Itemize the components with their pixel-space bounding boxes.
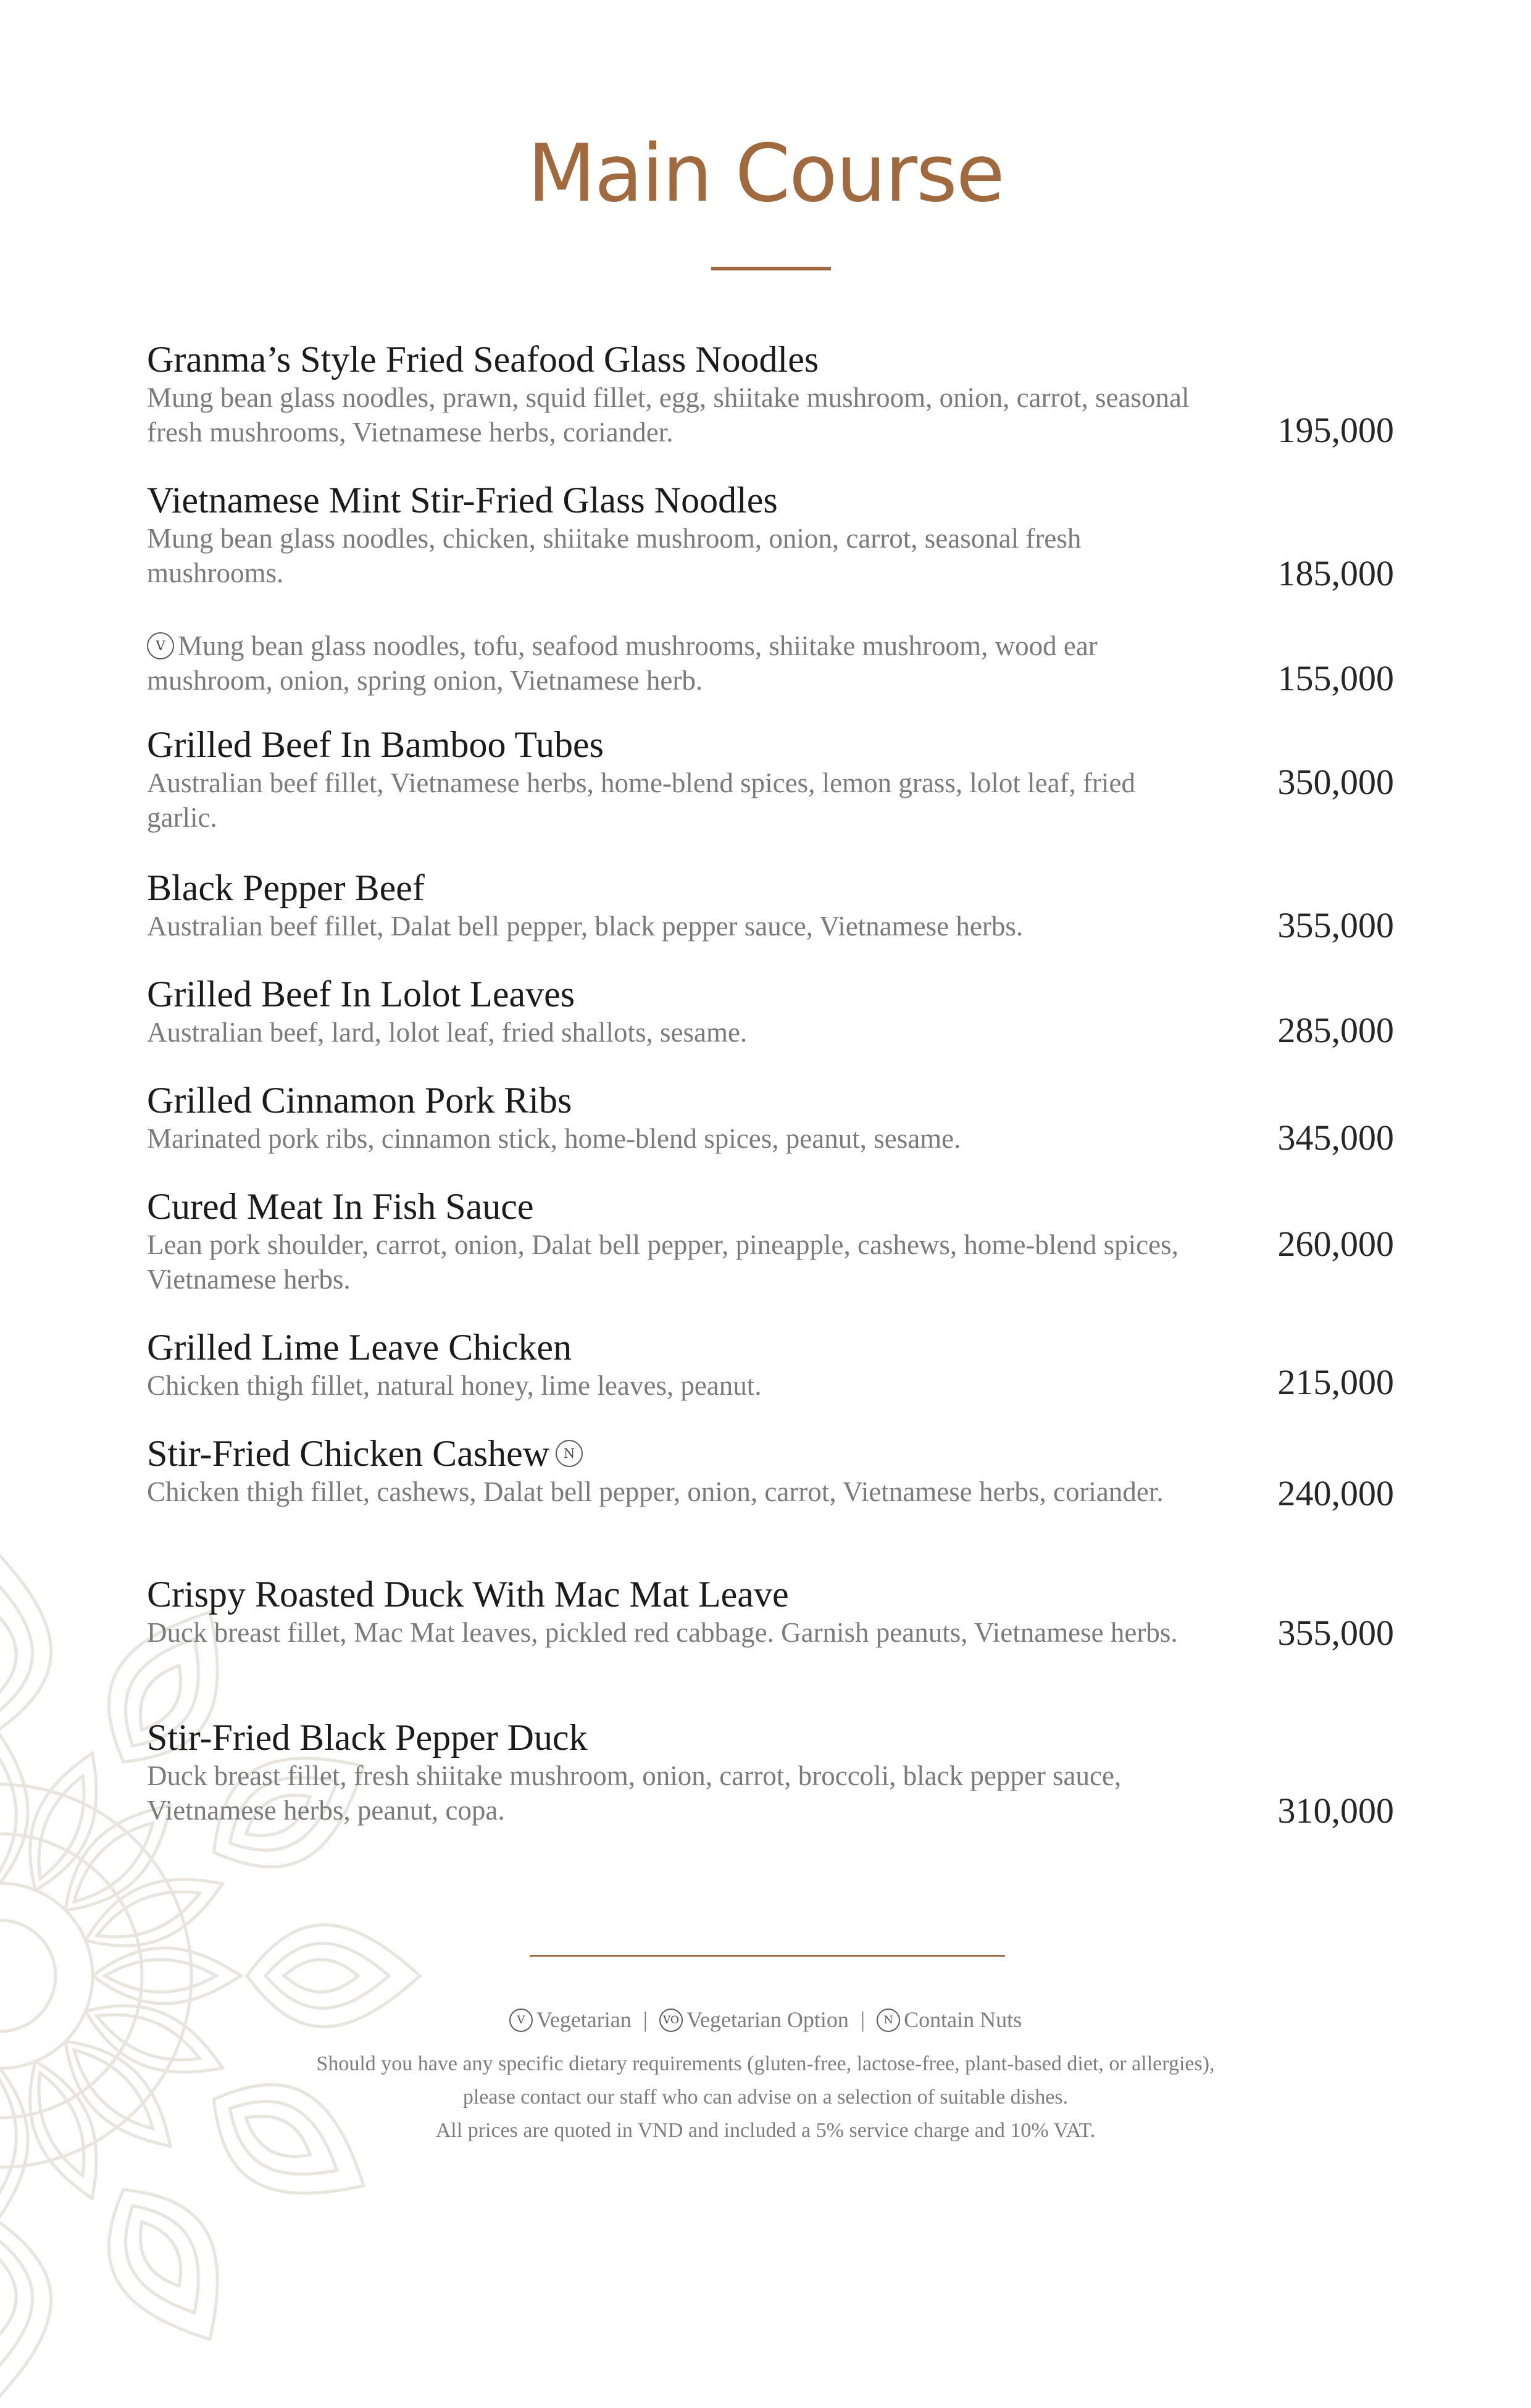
- menu-item: [147, 724, 1394, 835]
- item-name: Stir-Fried Black Pepper Duck: [147, 1717, 588, 1758]
- dietary-note-line-1: Should you have any specific dietary requirements (gluten-free, lactose-free, plant-based diet, or allergies),: [316, 2052, 1215, 2075]
- item-description: Chicken thigh fillet, cashews, Dalat bell pepper, onion, carrot, Vietnamese herbs, coriander.: [147, 1476, 1164, 1507]
- item-name-text: Stir-Fried Chicken Cashew: [147, 1433, 550, 1474]
- item-name: Cured Meat In Fish Sauce: [147, 1186, 534, 1227]
- menu-item: [147, 338, 1394, 449]
- item-price: 355,000: [1277, 1613, 1394, 1653]
- legend-contains-nuts-label: Contain Nuts: [904, 2007, 1022, 2032]
- menu-item: [147, 867, 1394, 943]
- legend-separator: |: [860, 2007, 866, 2032]
- contains-nuts-icon: N: [556, 1440, 583, 1467]
- item-price: 260,000: [1277, 1224, 1394, 1264]
- menu-item: [147, 1079, 1394, 1156]
- dietary-note-line-2: please contact our staff who can advise on a selection of suitable dishes.: [462, 2086, 1069, 2109]
- legend-vegetarian-option-label: Vegetarian Option: [686, 2007, 849, 2032]
- mandala-ornament: [0, 1544, 432, 2408]
- item-description-text: Mung bean glass noodles, tofu, seafood mushrooms, shiitake mushroom, wood ear mushroom, onion, spring onion, Vietnamese herb.: [147, 630, 1098, 696]
- item-name: Grilled Beef In Lolot Leaves: [147, 974, 575, 1014]
- title-divider: [711, 267, 831, 270]
- vegetarian-option-icon: VO: [659, 2009, 683, 2032]
- item-description: Australian beef fillet, Dalat bell pepper, black pepper sauce, Vietnamese herbs.: [147, 911, 1024, 942]
- menu-item: [147, 1432, 1394, 1513]
- item-price: 285,000: [1277, 1010, 1394, 1050]
- item-price: 350,000: [1277, 762, 1394, 802]
- dietary-legend: [0, 2007, 1531, 2034]
- menu-item: [147, 1573, 1394, 1653]
- menu-item: [147, 1185, 1394, 1297]
- item-name: Grilled Cinnamon Pork Ribs: [147, 1080, 572, 1121]
- item-name: Vietnamese Mint Stir-Fried Glass Noodles: [147, 480, 778, 520]
- item-price: 195,000: [1277, 410, 1394, 450]
- menu-item: [147, 479, 1394, 593]
- item-price: 355,000: [1277, 905, 1394, 945]
- item-name: Black Pepper Beef: [147, 867, 425, 908]
- item-name: Granma’s Style Fried Seafood Glass Noodles: [147, 339, 819, 380]
- item-description: Australian beef fillet, Vietnamese herbs, home-blend spices, lemon grass, lolot leaf, fried garlic.: [147, 767, 1135, 833]
- item-name: [147, 1432, 1394, 1474]
- item-name: Crispy Roasted Duck With Mac Mat Leave: [147, 1574, 789, 1615]
- menu-item: [147, 1326, 1394, 1403]
- item-name: Grilled Lime Leave Chicken: [147, 1327, 572, 1368]
- item-price: 185,000: [1277, 553, 1394, 593]
- item-description: Marinated pork ribs, cinnamon stick, home-blend spices, peanut, sesame.: [147, 1123, 961, 1154]
- item-description: Duck breast fillet, fresh shiitake mushroom, onion, carrot, broccoli, black pepper sauce, Vietnamese herbs, peanut, copa.: [147, 1760, 1122, 1826]
- item-description: Australian beef, lard, lolot leaf, fried shallots, sesame.: [147, 1017, 748, 1048]
- item-price: 155,000: [1277, 658, 1394, 698]
- vegetarian-icon: V: [147, 632, 174, 659]
- legend-separator: |: [643, 2007, 648, 2032]
- item-description: Chicken thigh fillet, natural honey, lime leaves, peanut.: [147, 1370, 762, 1401]
- vegetarian-icon: V: [509, 2009, 533, 2032]
- footer-divider: [530, 1955, 1005, 1957]
- item-description: Mung bean glass noodles, prawn, squid fillet, egg, shiitake mushroom, onion, carrot, seasonal fresh mushrooms, Vietnamese herbs, coriander.: [147, 382, 1190, 448]
- item-price: 215,000: [1277, 1362, 1394, 1402]
- item-price: 240,000: [1277, 1473, 1394, 1513]
- item-price: 310,000: [1277, 1791, 1394, 1831]
- item-description: Lean pork shoulder, carrot, onion, Dalat bell pepper, pineapple, cashews, home-blend spices, Vietnamese herbs.: [147, 1229, 1178, 1295]
- menu-item: [147, 973, 1394, 1050]
- page-title: Main Course: [527, 128, 1004, 220]
- item-name: Grilled Beef In Bamboo Tubes: [147, 724, 604, 765]
- menu-item: [147, 1716, 1394, 1831]
- legend-vegetarian-label: Vegetarian: [536, 2007, 632, 2032]
- menu-item-vegetarian: [147, 629, 1394, 698]
- item-description: Duck breast fillet, Mac Mat leaves, pickled red cabbage. Garnish peanuts, Vietnamese herbs.: [147, 1617, 1178, 1648]
- contains-nuts-icon: N: [877, 2009, 900, 2032]
- item-price: 345,000: [1277, 1118, 1394, 1158]
- item-description: Mung bean glass noodles, chicken, shiitake mushroom, onion, carrot, seasonal fresh mushrooms.: [147, 523, 1082, 588]
- item-description: [147, 629, 1209, 698]
- price-note: All prices are quoted in VND and included a 5% service charge and 10% VAT.: [435, 2119, 1096, 2142]
